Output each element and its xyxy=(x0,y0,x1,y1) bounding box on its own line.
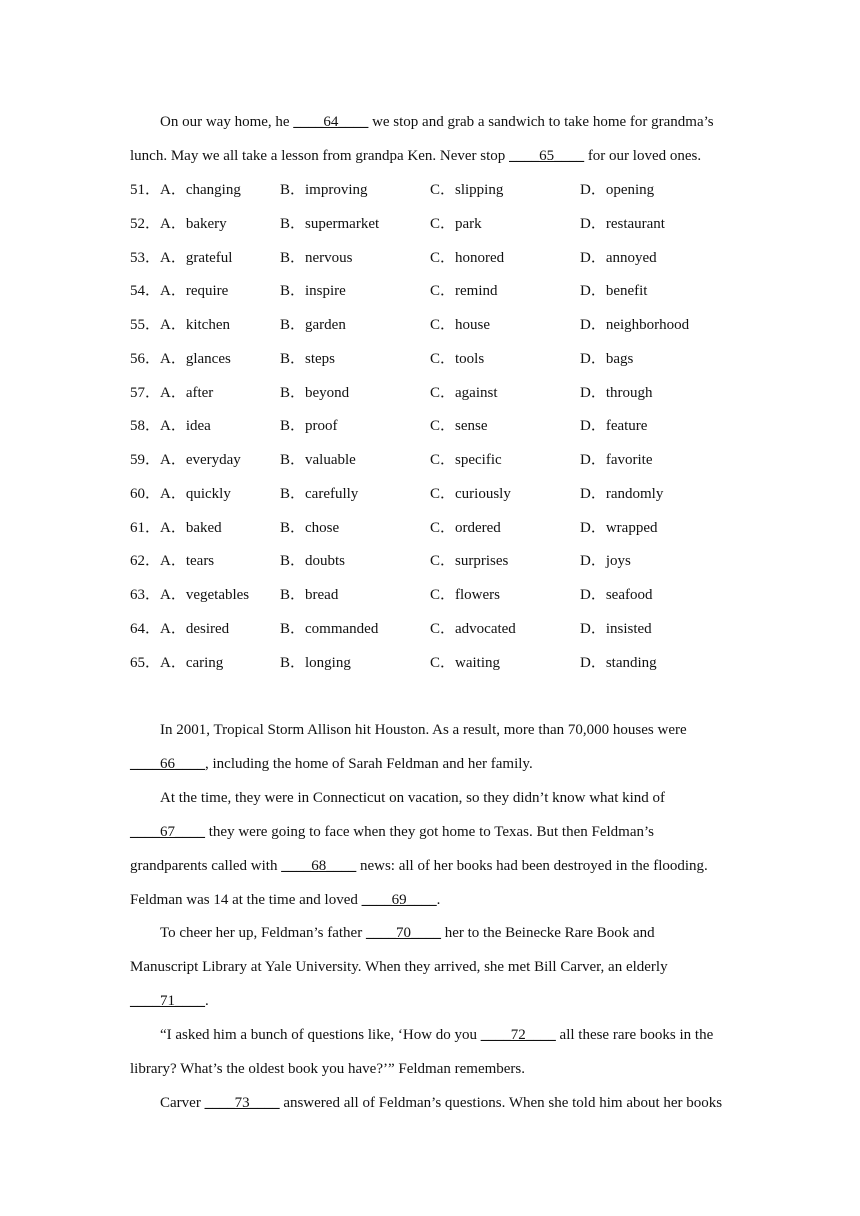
blank-72: ____72____ xyxy=(480,1027,556,1043)
option-d: D．seafood xyxy=(580,587,653,603)
question-number: 54． xyxy=(130,283,161,300)
passage2-p2-line-2 xyxy=(130,822,654,842)
option-c: C．flowers xyxy=(430,587,500,603)
option-b: B．nervous xyxy=(280,249,353,266)
option-b: B．bread xyxy=(280,587,339,603)
option-c: C．ordered xyxy=(430,519,501,536)
question-number: 55． xyxy=(130,317,161,333)
option-a: A．glances xyxy=(160,350,231,367)
blank-65: ____65____ xyxy=(509,148,585,164)
question-number: 61． xyxy=(130,519,161,536)
blank-67: ____67____ xyxy=(130,824,205,840)
option-d: D．randomly xyxy=(580,485,664,502)
option-a: A．idea xyxy=(160,418,211,435)
option-b: B．beyond xyxy=(280,384,350,401)
option-b: B．proof xyxy=(280,418,338,435)
question-number: 60． xyxy=(130,485,161,502)
option-row xyxy=(130,214,770,234)
option-a: A．changing xyxy=(160,182,241,198)
option-b: B．improving xyxy=(280,182,368,198)
passage2-p3-line-2: Manuscript Library at Yale University. When they arrived, she met Bill Carver, an elderly xyxy=(130,959,668,975)
option-a: A．everyday xyxy=(160,452,241,468)
option-row xyxy=(130,315,770,335)
option-d: D．feature xyxy=(580,418,648,435)
option-c: C．tools xyxy=(430,350,485,367)
text: . xyxy=(205,993,209,1009)
option-d: D．wrapped xyxy=(580,519,658,536)
option-row xyxy=(130,180,770,200)
option-a: A．after xyxy=(160,384,214,401)
text: Feldman was 14 at the time and loved xyxy=(130,892,362,908)
passage2-p3-line-3 xyxy=(130,991,209,1011)
question-number: 51． xyxy=(130,182,161,198)
text: . xyxy=(436,892,441,908)
option-c: C．house xyxy=(430,317,491,333)
question-number: 56． xyxy=(130,350,161,367)
option-a: A．desired xyxy=(160,620,230,637)
option-row xyxy=(130,653,770,673)
option-b: B．doubts xyxy=(280,553,346,570)
option-c: C．remind xyxy=(430,283,498,300)
option-row xyxy=(130,484,770,504)
option-a: A．vegetables xyxy=(160,587,250,603)
blank-64: ____64____ xyxy=(293,114,369,130)
option-d: D．annoyed xyxy=(580,249,657,266)
question-number: 58． xyxy=(130,418,161,435)
option-b: B．carefully xyxy=(280,485,359,502)
question-number: 65． xyxy=(130,654,161,671)
option-d: D．neighborhood xyxy=(580,317,690,333)
text: To cheer her up, Feldman’s father xyxy=(160,925,366,941)
text: On our way home, he xyxy=(160,114,294,130)
passage1-line-1 xyxy=(160,112,714,132)
option-b: B．chose xyxy=(280,519,340,536)
option-d: D．opening xyxy=(580,182,655,198)
option-row xyxy=(130,281,770,301)
option-a: A．tears xyxy=(160,553,215,570)
option-b: B．valuable xyxy=(280,452,356,468)
option-d: D．joys xyxy=(580,553,631,570)
option-row xyxy=(130,416,770,436)
question-number: 52． xyxy=(130,215,161,232)
question-number: 63． xyxy=(130,587,161,603)
option-row xyxy=(130,349,770,369)
option-a: A．bakery xyxy=(160,215,227,232)
passage2-p2-line-3 xyxy=(130,856,708,876)
blank-66: ____66____ xyxy=(130,756,205,772)
option-row xyxy=(130,383,770,403)
option-a: A．grateful xyxy=(160,249,233,266)
option-c: C．against xyxy=(430,384,498,401)
passage2-p3-line-1 xyxy=(160,923,655,943)
passage2-p2-line-1: At the time, they were in Connecticut on vacation, so they didn’t know what kind of xyxy=(160,790,666,806)
option-c: C．sense xyxy=(430,418,488,435)
text: , including the home of Sarah Feldman and her family. xyxy=(205,756,533,772)
option-c: C．specific xyxy=(430,452,502,468)
option-row xyxy=(130,518,770,538)
option-c: C．waiting xyxy=(430,654,500,671)
option-a: A．caring xyxy=(160,654,224,671)
text: they were going to face when they got home to Texas. But then Feldman’s xyxy=(205,824,654,840)
option-d: D．standing xyxy=(580,654,657,671)
option-b: B．steps xyxy=(280,350,336,367)
blank-69: ____69____ xyxy=(361,892,437,908)
blank-70: ____70____ xyxy=(365,925,441,941)
option-c: C．advocated xyxy=(430,620,516,637)
option-a: A．baked xyxy=(160,519,222,536)
text: for our loved ones. xyxy=(584,148,702,164)
text: we stop and grab a sandwich to take home for grandma’s xyxy=(368,114,714,130)
passage1-line-2 xyxy=(130,146,701,166)
text: news: all of her books had been destroyed in the flooding. xyxy=(356,858,708,874)
text: all these rare books in the xyxy=(555,1027,714,1043)
blank-71: ____71____ xyxy=(130,993,205,1009)
option-row xyxy=(130,551,770,571)
option-c: C．curiously xyxy=(430,485,511,502)
option-row xyxy=(130,585,770,605)
passage2-p1-line-2 xyxy=(130,754,533,774)
option-a: A．kitchen xyxy=(160,317,230,333)
option-row xyxy=(130,450,770,470)
passage2-p5-line-1 xyxy=(160,1093,722,1113)
text: her to the Beinecke Rare Book and xyxy=(440,925,655,941)
question-number: 57． xyxy=(130,384,161,401)
question-number: 53． xyxy=(130,249,161,266)
question-number: 64． xyxy=(130,620,161,637)
question-number: 59． xyxy=(130,452,161,468)
option-d: D．benefit xyxy=(580,283,648,300)
option-d: D．favorite xyxy=(580,452,653,468)
option-c: C．surprises xyxy=(430,553,509,570)
blank-73: ____73____ xyxy=(204,1095,280,1111)
option-c: C．honored xyxy=(430,249,505,266)
option-row xyxy=(130,248,770,268)
text: lunch. May we all take a lesson from grandpa Ken. Never stop xyxy=(130,148,510,164)
option-b: B．longing xyxy=(280,654,351,671)
text: Carver xyxy=(160,1095,205,1111)
option-d: D．insisted xyxy=(580,620,652,637)
text: grandparents called with xyxy=(130,858,282,874)
passage2-p4-line-2: library? What’s the oldest book you have?’” Feldman remembers. xyxy=(130,1061,526,1077)
option-d: D．through xyxy=(580,384,653,401)
option-c: C．park xyxy=(430,215,482,232)
option-b: B．commanded xyxy=(280,620,379,637)
option-b: B．supermarket xyxy=(280,215,380,232)
option-b: B．garden xyxy=(280,317,346,333)
option-b: B．inspire xyxy=(280,283,346,300)
question-number: 62． xyxy=(130,553,161,570)
text: answered all of Feldman’s questions. When she told him about her books xyxy=(279,1095,723,1111)
blank-68: ____68____ xyxy=(281,858,357,874)
option-a: A．require xyxy=(160,283,229,300)
passage2-p2-line-4 xyxy=(130,890,440,910)
option-d: D．restaurant xyxy=(580,215,665,232)
option-d: D．bags xyxy=(580,350,634,367)
option-c: C．slipping xyxy=(430,182,504,198)
option-row xyxy=(130,619,770,639)
text: “I asked him a bunch of questions like, ‘How do you xyxy=(160,1027,481,1043)
passage2-p1-line-1: In 2001, Tropical Storm Allison hit Houston. As a result, more than 70,000 houses were xyxy=(160,722,687,738)
passage2-p4-line-1 xyxy=(160,1025,713,1045)
option-a: A．quickly xyxy=(160,485,231,502)
